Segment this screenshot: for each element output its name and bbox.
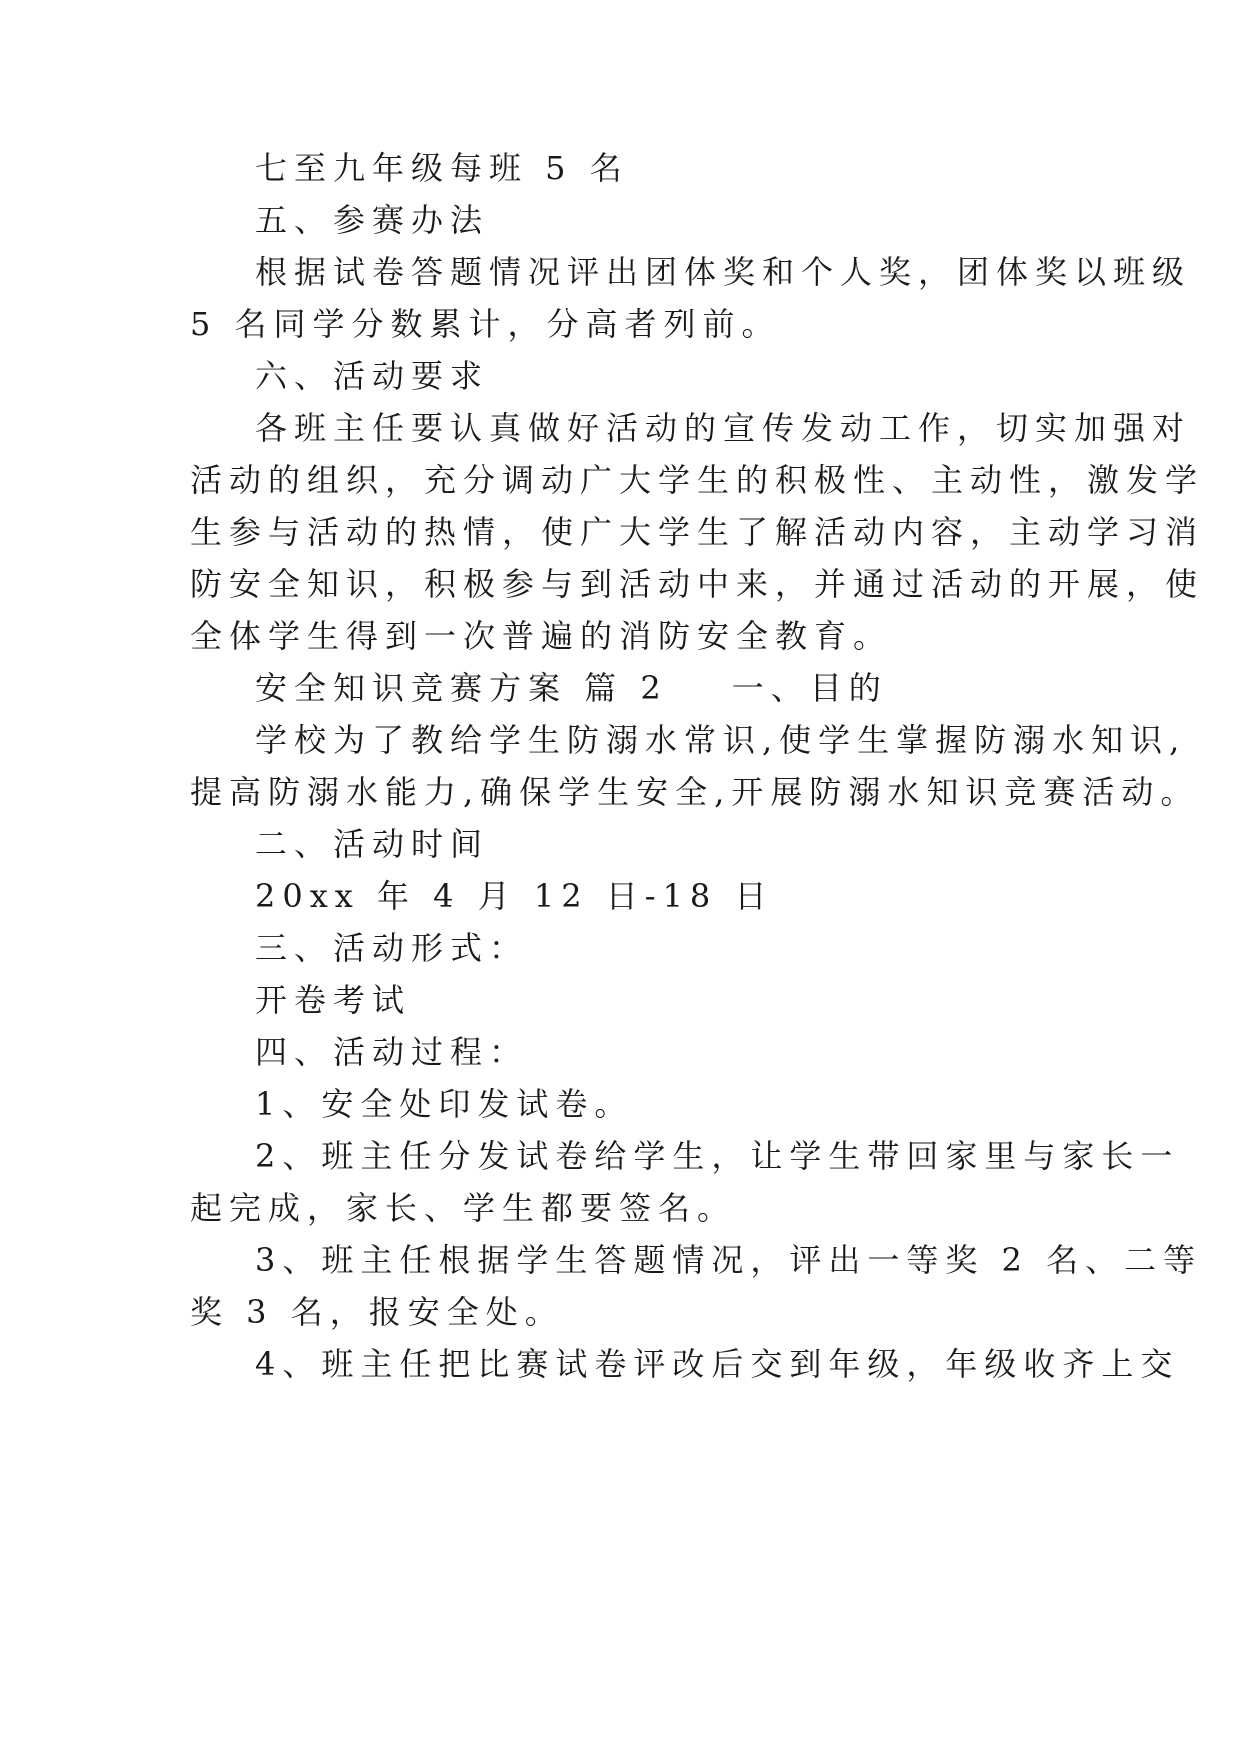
article-title: 安全知识竞赛方案 篇 2: [255, 669, 668, 707]
list-item: 4、班主任把比赛试卷评改后交到年级，年级收齐上交: [255, 1345, 1180, 1383]
text-line: 起完成，家长、学生都要签名。: [190, 1189, 737, 1227]
text-line: 生参与活动的热情，使广大学生了解活动内容，主动学习消: [190, 513, 1205, 551]
text-line: 各班主任要认真做好活动的宣传发动工作，切实加强对: [255, 409, 1192, 447]
list-item: 3、班主任根据学生答题情况，评出一等奖 2 名、二等: [255, 1241, 1203, 1279]
text-line: 防安全知识，积极参与到活动中来，并通过活动的开展，使: [190, 565, 1205, 603]
article-heading-line: [255, 668, 1060, 708]
text-line: 全体学生得到一次普遍的消防安全教育。: [190, 617, 893, 655]
list-item: 2、班主任分发试卷给学生，让学生带回家里与家长一: [255, 1137, 1180, 1175]
section-heading: 三、活动形式：: [255, 929, 529, 967]
section-heading: 六、活动要求: [255, 357, 490, 395]
section-heading: 五、参赛办法: [255, 201, 490, 239]
section-heading: 二、活动时间: [255, 825, 490, 863]
text-line: 根据试卷答题情况评出团体奖和个人奖，团体奖以班级: [255, 253, 1192, 291]
list-item: 1、安全处印发试卷。: [255, 1085, 634, 1123]
section-heading: 四、活动过程：: [255, 1033, 529, 1071]
text-line: 5 名同学分数累计，分高者列前。: [190, 305, 781, 343]
text-line: 七至九年级每班 5 名: [255, 149, 629, 187]
text-line: 活动的组织，充分调动广大学生的积极性、主动性，激发学: [190, 461, 1205, 499]
text-line: 提高防溺水能力,确保学生安全,开展防溺水知识竞赛活动。: [190, 773, 1200, 811]
section-heading: 一、目的: [731, 669, 888, 707]
text-line: 开卷考试: [255, 981, 412, 1019]
text-line: 学校为了教给学生防溺水常识,使学生掌握防溺水知识,: [255, 721, 1187, 759]
text-line: 奖 3 名，报安全处。: [190, 1293, 564, 1331]
text-line: 20xx 年 4 月 12 日-18 日: [255, 877, 774, 915]
